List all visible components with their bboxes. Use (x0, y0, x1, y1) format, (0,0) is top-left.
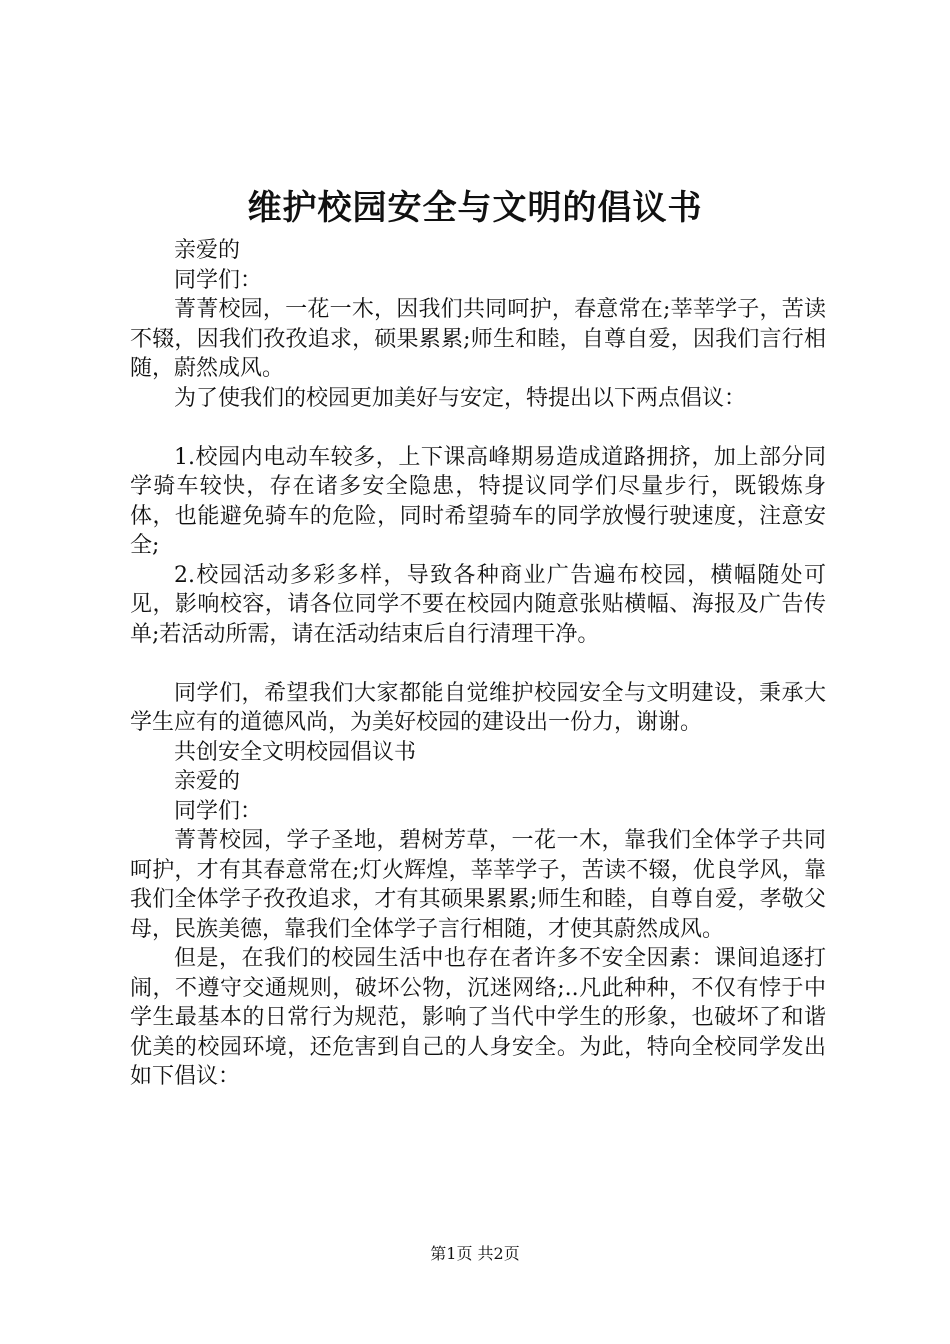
blank-line (130, 413, 826, 443)
page-footer: 第1页 共2页 (430, 1244, 520, 1263)
salutation-line: 同学们： (174, 267, 263, 293)
proposal-item: 1.校园内电动车较多，上下课高峰期易造成道路拥挤，加上部分同学骑车较快，存在诸多安全隐患，特提议同学们尽量步行，既锻炼身体，也能避免骑车的危险，同时希望骑车的同学放慢行驶速度，注意安全; (130, 444, 826, 558)
body-paragraph: 同学们，希望我们大家都能自觉维护校园安全与文明建设，秉承大学生应有的道德风尚，为美好校园的建设出一份力，谢谢。 (130, 680, 826, 735)
body-paragraph: 但是，在我们的校园生活中也存在者许多不安全因素：课间追逐打闹，不遵守交通规则，破坏公物，沉迷网络;..凡此种种，不仅有悖于中学生最基本的日常行为规范，影响了当代中学生的形象，也破坏了和谐优美的校园环境，还危害到自己的人身安全。为此，特向全校同学发出如下倡议： (130, 946, 826, 1089)
proposal-item: 2.校园活动多彩多样，导致各种商业广告遍布校园，横幅随处可见，影响校容，请各位同学不要在校园内随意张贴横幅、海报及广告传单;若活动所需，请在活动结束后自行清理干净。 (130, 562, 826, 647)
salutation-line: 亲爱的 (174, 769, 241, 794)
body-paragraph: 菁菁校园，学子圣地，碧树芳草，一花一木，靠我们全体学子共同呵护，才有其春意常在;灯火辉煌，莘莘学子，苦读不辍，优良学风，靠我们全体学子孜孜追求，才有其硕果累累;师生和睦，自尊自爱，孝敬父母，民族美德，靠我们全体学子言行相随，才使其蔚然成风。 (130, 828, 826, 942)
document-title: 维护校园安全与文明的倡议书 (247, 188, 703, 228)
document-body (130, 236, 826, 1092)
salutation-line: 亲爱的 (174, 238, 241, 263)
blank-line (130, 649, 826, 679)
salutation-line: 同学们： (174, 798, 263, 824)
body-paragraph: 菁菁校园，一花一木，因我们共同呵护，春意常在;莘莘学子，苦读不辍，因我们孜孜追求，硕果累累;师生和睦，自尊自爱，因我们言行相随，蔚然成风。 (130, 297, 826, 381)
body-paragraph: 为了使我们的校园更加美好与安定，特提出以下两点倡议： (174, 385, 747, 411)
section-heading: 共创安全文明校园倡议书 (174, 739, 417, 765)
